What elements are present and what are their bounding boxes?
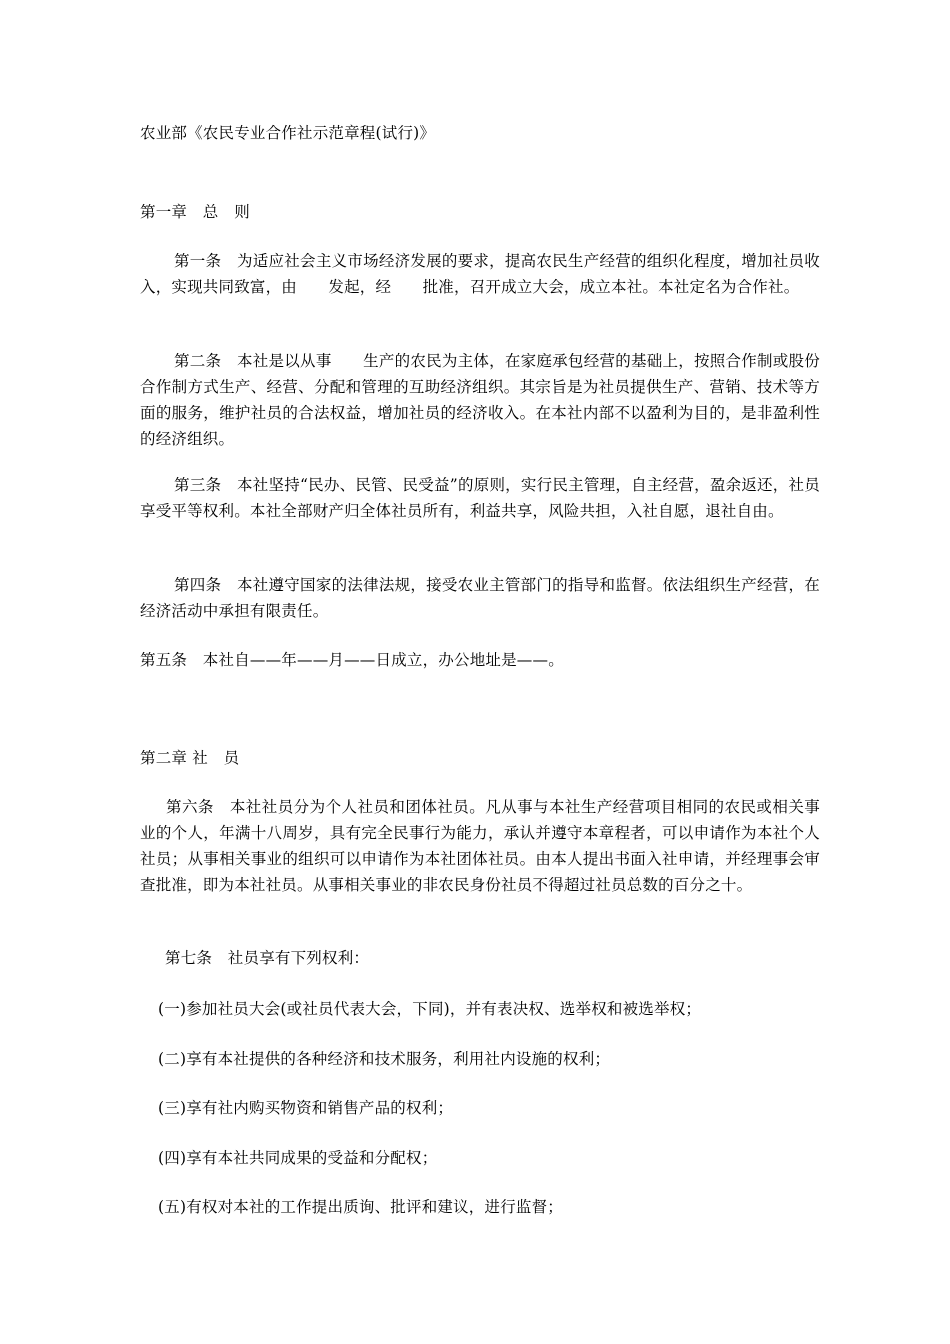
right-item-4: (四)享有本社共同成果的受益和分配权； [158,1149,438,1167]
article-1: 第一条 为适应社会主义市场经济发展的要求，提高农民生产经营的组织化程度，增加社员收入，实现共同致富，由 发起，经 批准，召开成立大会，成立本社。本社定名为合作社。 [140,252,820,296]
article-5: 第五条 本社自——年——月——日成立，办公地址是——。 [140,651,564,669]
article-6: 第六条 本社社员分为个人社员和团体社员。凡从事与本社生产经营项目相同的农民或相关事业的个人，年满十八周岁，具有完全民事行为能力，承认并遵守本章程者，可以申请作为本社个人社员；从事相关事业的组织可以申请作为本社团体社员。由本人提出书面入社申请，并经理事会审查批准，即为本社社员。从事相关事业的非农民身份社员不得超过社员总数的百分之十。 [140,798,820,894]
right-item-2: (二)享有本社提供的各种经济和技术服务，利用社内设施的权利； [158,1050,611,1068]
right-item-3: (三)享有社内购买物资和销售产品的权利； [158,1099,454,1117]
chapter-1-heading: 第一章 总 则 [140,203,250,221]
document-title: 农业部《农民专业合作社示范章程(试行)》 [140,124,436,142]
article-2: 第二条 本社是以从事 生产的农民为主体，在家庭承包经营的基础上，按照合作制或股份合作制方式生产、经营、分配和管理的互助经济组织。其宗旨是为社员提供生产、营销、技术等方面的服务，维护社员的合法权益，增加社员的经济收入。在本社内部不以盈利为目的，是非盈利性的经济组织。 [140,352,820,448]
article-3: 第三条 本社坚持“民办、民管、民受益”的原则，实行民主管理，自主经营，盈余返还，社员享受平等权利。本社全部财产归全体社员所有，利益共享，风险共担，入社自愿，退社自由。 [140,476,820,520]
article-7: 第七条 社员享有下列权利： [165,949,370,967]
right-item-5: (五)有权对本社的工作提出质询、批评和建议，进行监督； [158,1198,563,1216]
article-4: 第四条 本社遵守国家的法律法规，接受农业主管部门的指导和监督。依法组织生产经营，在经济活动中承担有限责任。 [140,576,820,620]
right-item-1: (一)参加社员大会(或社员代表大会，下同)，并有表决权、选举权和被选举权； [158,1000,702,1018]
chapter-2-heading: 第二章 社 员 [140,749,240,767]
